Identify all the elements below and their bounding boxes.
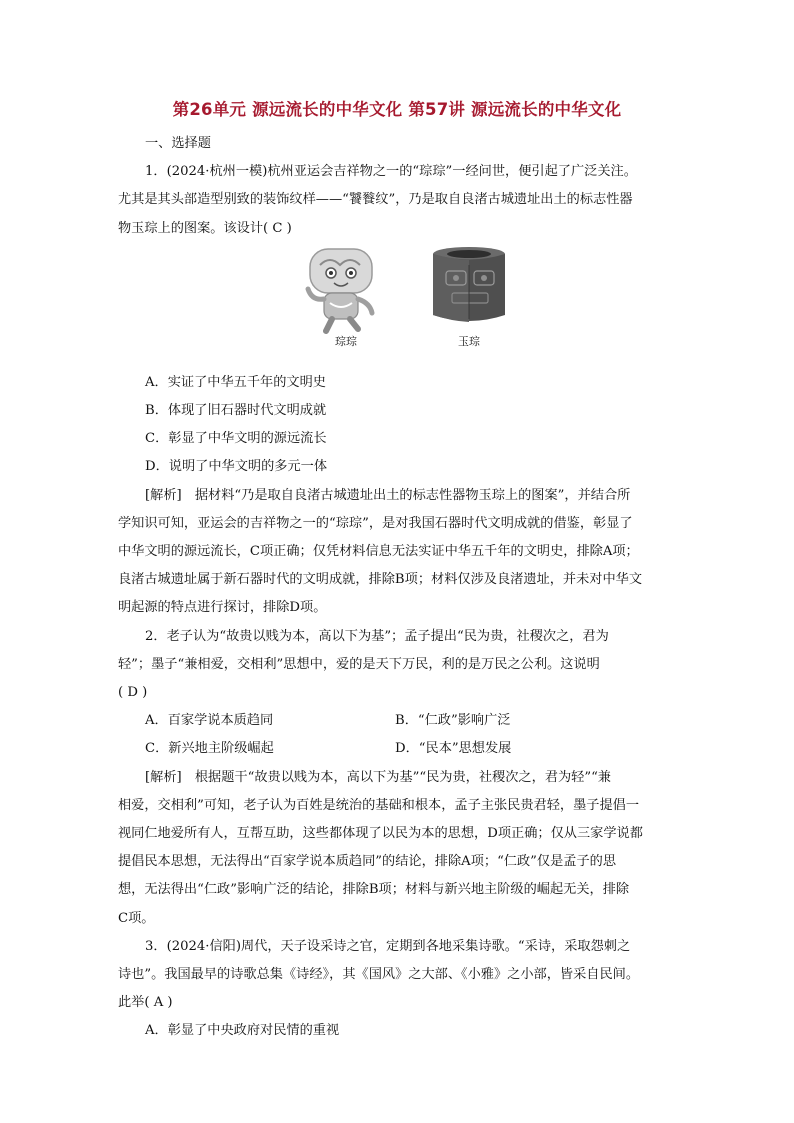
q1-figure (118, 243, 678, 369)
q1-option-c: C．彰显了中华文明的源远流长 (145, 431, 327, 447)
q2-stem-line: 轻”；墨子“兼相爱，交相利”思想中，爱的是天下万民，利的是万民之公利。这说明 (118, 656, 600, 672)
q3-stem-line: 诗也”。我国最早的诗歌总集《诗经》，其《国风》之大部、《小雅》之小部，皆采自民间。 (118, 967, 640, 983)
jade-cong-image (426, 245, 512, 327)
q1-analysis-line: 学知识可知，亚运会的吉祥物之一的“琮琮”，是对我国石器时代文明成就的借鉴，彰显了 (118, 515, 633, 531)
q2-option-d: D．“民本”思想发展 (395, 741, 512, 757)
q1-option-a: A．实证了中华五千年的文明史 (145, 374, 326, 390)
q3-stem-line: 此举( A ) (118, 995, 173, 1011)
q1-analysis-line: 中华文明的源远流长，C项正确；仅凭材料信息无法实证中华五千年的文明史，排除A项； (118, 544, 639, 560)
page-title: 第26单元 源远流长的中华文化 第57讲 源远流长的中华文化 (172, 100, 622, 119)
q2-option-a: A．百家学说本质趋同 (145, 713, 274, 729)
q2-option-b: B．“仁政”影响广泛 (395, 713, 511, 729)
q1-analysis-line: [解析] 据材料“乃是取自良渚古城遗址出土的标志性器物玉琮上的图案”，并结合所 (145, 487, 631, 503)
q2-analysis-line: 相爱，交相利”可知，老子认为百姓是统治的基础和根本，孟子主张民贵君轻，墨子提倡一 (118, 797, 640, 813)
q2-stem-line: 2．老子认为“故贵以贱为本，高以下为基”；孟子提出“民为贵，社稷次之，君为 (145, 628, 609, 644)
q1-analysis-line: 明起源的特点进行探讨，排除D项。 (118, 600, 327, 616)
figure-caption-jade-cong: 玉琮 (458, 334, 480, 348)
figure-caption-congcong: 琮琮 (335, 334, 357, 348)
q3-option-a: A．彰显了中央政府对民情的重视 (145, 1023, 340, 1039)
congcong-mascot-image (298, 245, 384, 335)
q1-option-d: D．说明了中华文明的多元一体 (145, 459, 328, 475)
q2-option-c: C．新兴地主阶级崛起 (145, 741, 274, 757)
q2-option-row (118, 707, 678, 735)
document-body (118, 130, 678, 1046)
q1-analysis-line: 良渚古城遗址属于新石器时代的文明成就，排除B项；材料仅涉及良渚遗址，并未对中华文 (118, 572, 642, 588)
q2-analysis-line: C项。 (118, 910, 155, 926)
q2-analysis-line: 视同仁地爱所有人，互帮互助，这些都体现了以民为本的思想，D项正确；仅从三家学说都 (118, 826, 643, 842)
q2-option-row (118, 735, 678, 763)
q2-stem-line: ( D ) (118, 685, 148, 701)
q1-stem-line: 物玉琮上的图案。该设计( C ) (118, 220, 292, 236)
section-heading: 一、选择题 (145, 136, 211, 151)
q2-analysis-line: 想，无法得出“仁政”影响广泛的结论，排除B项；材料与新兴地主阶级的崛起无关，排除 (118, 882, 630, 898)
q1-stem-line: 尤其是其头部造型别致的装饰纹样——“饕餮纹”，乃是取自良渚古城遗址出土的标志性器 (118, 192, 633, 208)
q3-stem-line: 3．(2024·信阳)周代，天子设采诗之官，定期到各地采集诗歌。“采诗，采取怨刺之 (145, 938, 631, 954)
q2-analysis-line: 提倡民本思想，无法得出“百家学说本质趋同”的结论，排除A项；“仁政”仅是孟子的思 (118, 854, 617, 870)
q1-option-b: B．体现了旧石器时代文明成就 (145, 403, 327, 419)
q1-stem-line: 1．(2024·杭州一模)杭州亚运会吉祥物之一的“琮琮”一经问世，便引起了广泛关注。 (145, 164, 637, 180)
q2-analysis-line: [解析] 根据题干“故贵以贱为本，高以下为基”“民为贵，社稷次之，君为轻”“兼 (145, 769, 611, 785)
